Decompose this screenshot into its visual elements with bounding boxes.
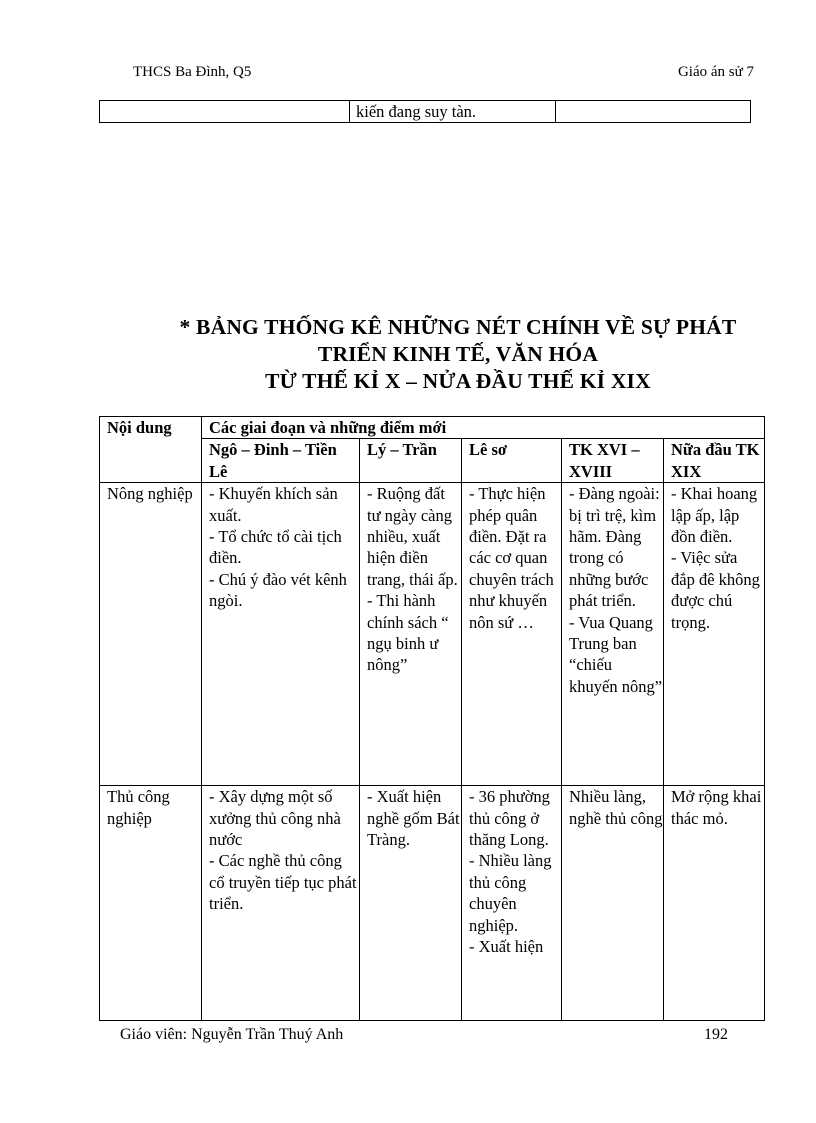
- previous-table-tail: [99, 100, 751, 123]
- cell-line: - Việc sửa đắp đê không được chú trọng.: [671, 548, 760, 632]
- table-cell: [360, 483, 462, 786]
- cell-line: - Khuyến khích sản xuất.: [209, 484, 338, 525]
- prev-cell-2: kiến đang suy tàn.: [350, 101, 556, 123]
- page-number: 192: [704, 1026, 728, 1043]
- cell-line: - Xây dựng một số xưởng thủ công nhà nước: [209, 787, 341, 850]
- table-row: [100, 786, 765, 1021]
- table-cell: [202, 483, 360, 786]
- group-header: Các giai đoạn và những điểm mới: [202, 417, 765, 439]
- cell-line: - Các nghề thủ công cổ truyền tiếp tục phát triển.: [209, 851, 357, 914]
- period-header: Lê sơ: [462, 439, 562, 483]
- cell-line: - Ruộng đất tư ngày càng nhiều, xuất hiện điền trang, thái ấp.: [367, 484, 458, 589]
- footer-teacher: Giáo viên: Nguyễn Trần Thuý Anh: [120, 1026, 344, 1043]
- period-header: Nữa đầu TK XIX: [664, 439, 765, 483]
- cell-line: - Chú ý đào vét kênh ngòi.: [209, 569, 347, 611]
- period-header: Lý – Trần: [360, 439, 462, 483]
- table-cell: [202, 786, 360, 1021]
- title-line-3: TỪ THẾ KỈ X – NỬA ĐẦU THẾ KỈ XIX: [265, 369, 651, 393]
- table-cell: [664, 483, 765, 786]
- cell-line: - Xuất hiện: [469, 937, 544, 957]
- cell-line: - Khai hoang lập ấp, lập đồn điền.: [671, 484, 758, 547]
- cell-line: Nhiều làng, nghề thủ công: [569, 787, 663, 828]
- page-title: [100, 314, 816, 395]
- title-line-1: * BẢNG THỐNG KÊ NHỮNG NÉT CHÍNH VỀ SỰ PHÁT: [179, 315, 737, 339]
- content-header: Nội dung: [100, 417, 202, 483]
- table-header-row: [100, 417, 765, 439]
- cell-line: - Tổ chức tổ cài tịch điền.: [209, 527, 342, 568]
- cell-line: - Vua Quang Trung ban “chiếu khuyến nông”: [569, 612, 663, 696]
- cell-line: - Thi hành chính sách “ ngụ binh ư nông”: [367, 591, 449, 675]
- period-header: TK XVI – XVIII: [562, 439, 664, 483]
- header-subject: Giáo án sử 7: [677, 64, 754, 80]
- header-school: THCS Ba Đình, Q5: [133, 64, 252, 80]
- cell-line: - Nhiều làng thủ công chuyên nghiệp.: [469, 851, 552, 935]
- table-cell: [664, 786, 765, 1021]
- row-label: Nông nghiệp: [100, 483, 202, 786]
- cell-line: - Đàng ngoài: bị trì trệ, kìm hãm. Đàng trong có những bước phát triển.: [569, 484, 660, 611]
- row-label: Thủ công nghiệp: [100, 786, 202, 1021]
- table-cell: [562, 786, 664, 1021]
- title-line-2: TRIỂN KINH TẾ, VĂN HÓA: [317, 342, 599, 366]
- prev-cell-1: [100, 101, 350, 123]
- table-cell: [462, 483, 562, 786]
- prev-cell-3: [556, 101, 751, 123]
- table-cell: [562, 483, 664, 786]
- summary-table: [99, 416, 765, 1021]
- cell-line: Mở rộng khai thác mỏ.: [671, 787, 762, 828]
- table-cell: [360, 786, 462, 1021]
- cell-line: - Xuất hiện nghề gốm Bát Tràng.: [367, 787, 460, 850]
- cell-line: - 36 phường thủ công ở thăng Long.: [469, 787, 550, 850]
- period-header: Ngô – Đinh – Tiền Lê: [202, 439, 360, 483]
- table-row: [100, 483, 765, 786]
- cell-line: - Thực hiện phép quân điền. Đặt ra các cơ quan chuyên trách như khuyến nôn sứ …: [469, 484, 554, 632]
- table-cell: [462, 786, 562, 1021]
